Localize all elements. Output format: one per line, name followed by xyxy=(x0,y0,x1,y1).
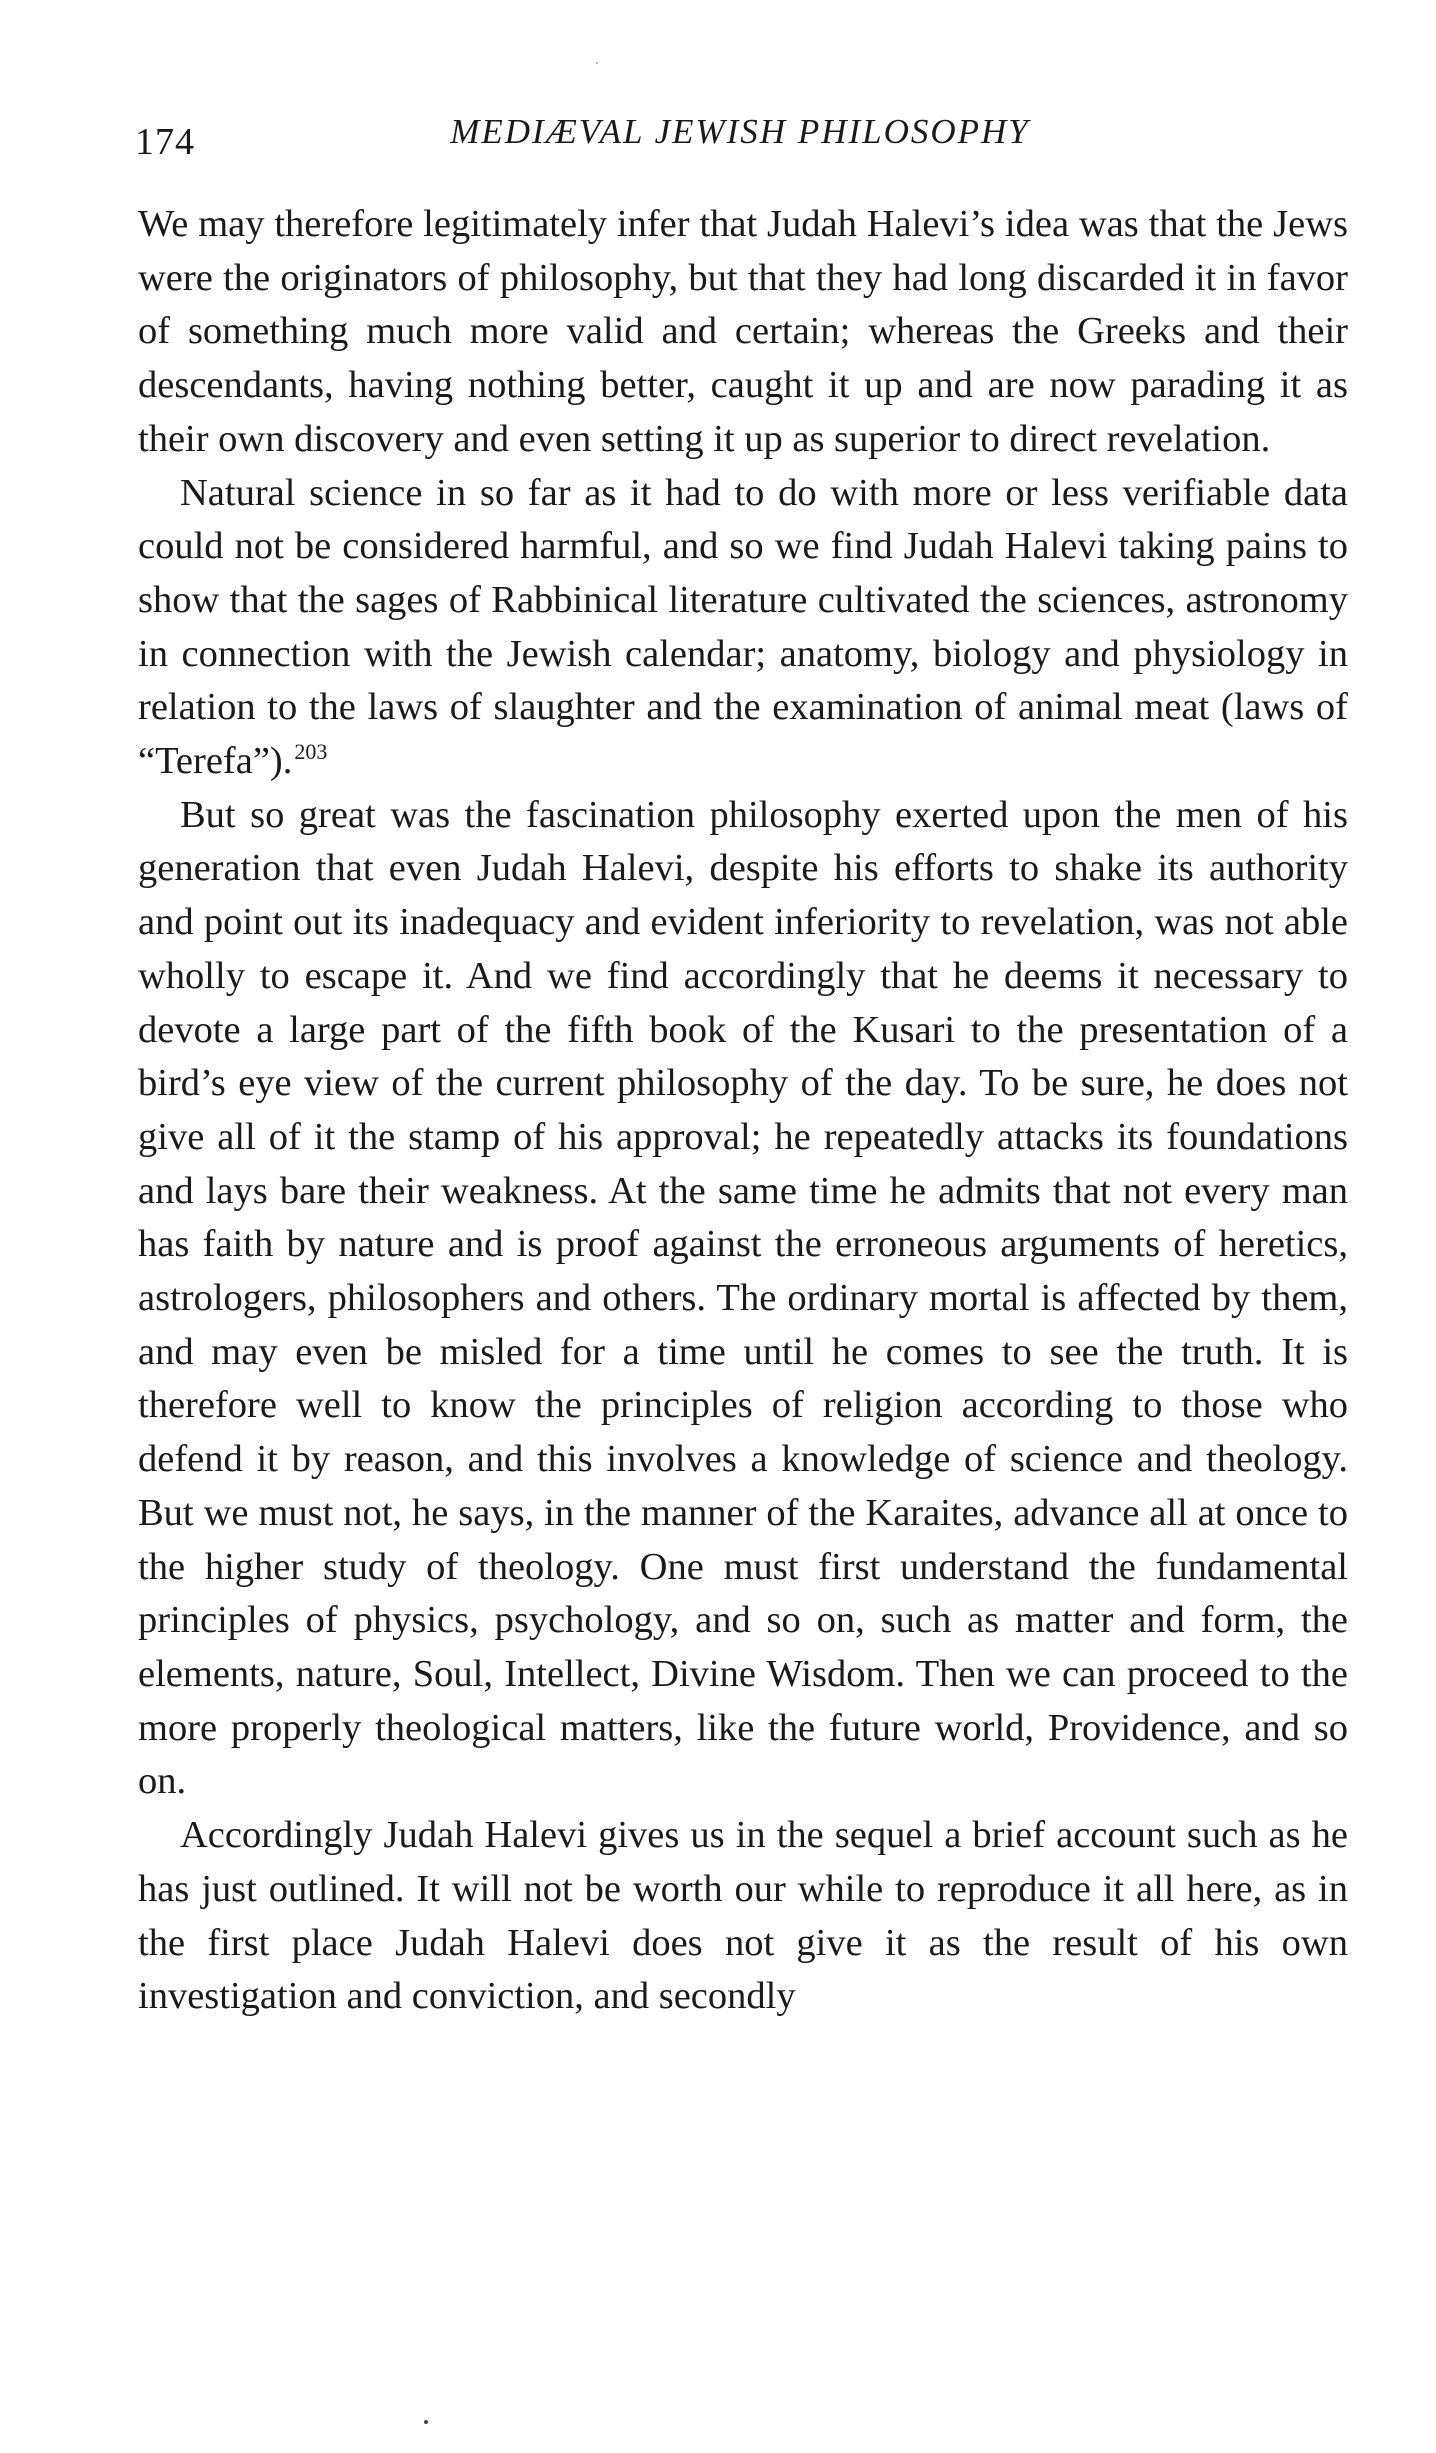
paragraph-2-text: Natural science in so far as it had to do with more or less verifiable data could not be considered harmful, and so we find Judah Halevi taking pains to show that the sages of Rabbinical literature cultivated the sciences, astronomy in connection with the Jewish calendar; anatomy, biology and physiology in relation to the laws of slaughter and the examination of animal meat (laws of “Terefa”). xyxy=(138,471,1348,783)
paragraph-4 xyxy=(138,1809,1348,2024)
paragraph-4-text: Accordingly Judah Halevi gives us in the sequel a brief account such as he has just outlined. It will not be worth our while to reproduce it all here, as in the first place Judah Halevi does not give it as the result of his own investigation and conviction, and secondly xyxy=(138,1814,1348,2018)
paragraph-1 xyxy=(138,198,1348,467)
paragraph-3-text: But so great was the fascination philosophy exerted upon the men of his generation that even Judah Halevi, despite his efforts to shake its authority and point out its inadequacy and evident inferiority to revelation, was not able wholly to escape it. And we find accordingly that he deems it necessary to devote a large part of the fifth book of the Kusari to the presentation of a bird’s eye view of the current philosophy of the day. To be sure, he does not give all of it the stamp of his approval; he repeatedly attacks its foundations and lays bare their weakness. At the same time he admits that not every man has faith by nature and is proof against the erroneous arguments of heretics, astrologers, philosophers and others. The ordinary mortal is affected by them, and may even be misled for a time until he comes to see the truth. It is therefore well to know the principles of religion according to those who defend it by reason, and this involves a knowledge of science and theology. But we must not, he says, in the manner of the Karaites, advance all at once to the higher study of theology. One must first understand the fundamental principles of physics, psychology, and so on, such as matter and form, the elements, nature, Soul, Intellect, Divine Wisdom. Then we can proceed to the more properly theological matters, like the future world, Providence, and so on. xyxy=(138,793,1348,1803)
print-speck xyxy=(424,2420,428,2424)
print-speck xyxy=(596,62,598,64)
running-head xyxy=(135,112,1345,172)
page-number: 174 xyxy=(135,121,195,163)
paragraph-2 xyxy=(138,467,1348,789)
paragraph-1-text: We may therefore legitimately infer that Judah Halevi’s idea was that the Jews were the originators of philosophy, but that they had long discarded it in favor of something much more valid and certain; whereas the Greeks and their descendants, having nothing better, caught it up and are now parading it as their own discovery and even setting it up as superior to direct revelation. xyxy=(138,203,1348,460)
running-title: MEDIÆVAL JEWISH PHILOSOPHY xyxy=(450,112,1030,151)
footnote-reference: 203 xyxy=(294,739,328,765)
body-text xyxy=(138,198,1348,2024)
paragraph-3 xyxy=(138,789,1348,1809)
